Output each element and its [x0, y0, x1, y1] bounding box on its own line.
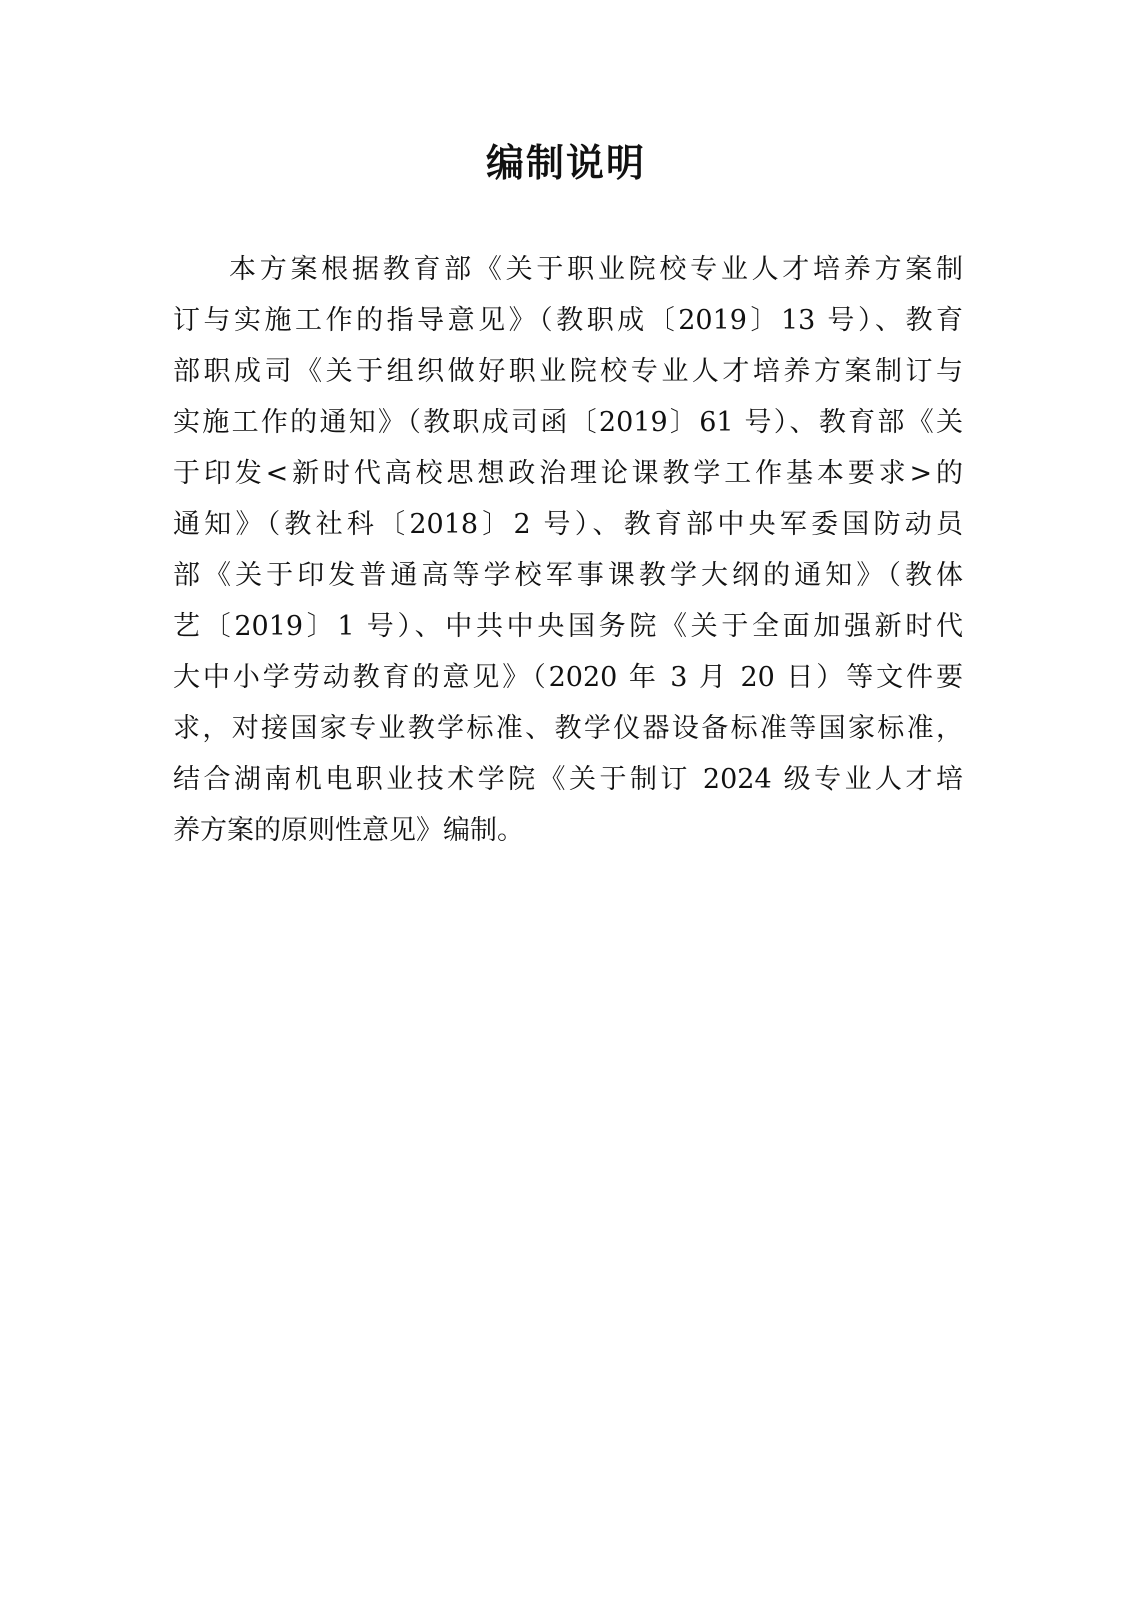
paragraph-line: 部《关于印发普通高等学校军事课教学大纲的通知》（教体: [173, 560, 963, 591]
paragraph-line: 本方案根据教育部《关于职业院校专业人才培养方案制: [229, 254, 963, 285]
paragraph-line: 订与实施工作的指导意见》（教职成〔2019〕13 号）、教育: [173, 305, 963, 336]
paragraph-line: 于印发<新时代高校思想政治理论课教学工作基本要求>的: [173, 458, 963, 489]
paragraph-line: 艺〔2019〕1 号）、中共中央国务院《关于全面加强新时代: [173, 611, 963, 642]
document-title: 编制说明: [485, 141, 646, 185]
explanation-paragraph: [173, 244, 963, 856]
paragraph-line: 大中小学劳动教育的意见》（2020 年 3 月 20 日）等文件要: [173, 662, 963, 693]
paragraph-line: 养方案的原则性意见》编制。: [173, 815, 524, 846]
paragraph-line: 部职成司《关于组织做好职业院校专业人才培养方案制订与: [173, 356, 963, 387]
paragraph-line: 通知》（教社科〔2018〕2 号）、教育部中央军委国防动员: [173, 509, 963, 540]
paragraph-line: 实施工作的通知》（教职成司函〔2019〕61 号）、教育部《关: [173, 407, 963, 438]
paragraph-line: 结合湖南机电职业技术学院《关于制订 2024 级专业人才培: [173, 764, 963, 795]
paragraph-line: 求，对接国家专业教学标准、教学仪器设备标准等国家标准，: [173, 713, 963, 744]
